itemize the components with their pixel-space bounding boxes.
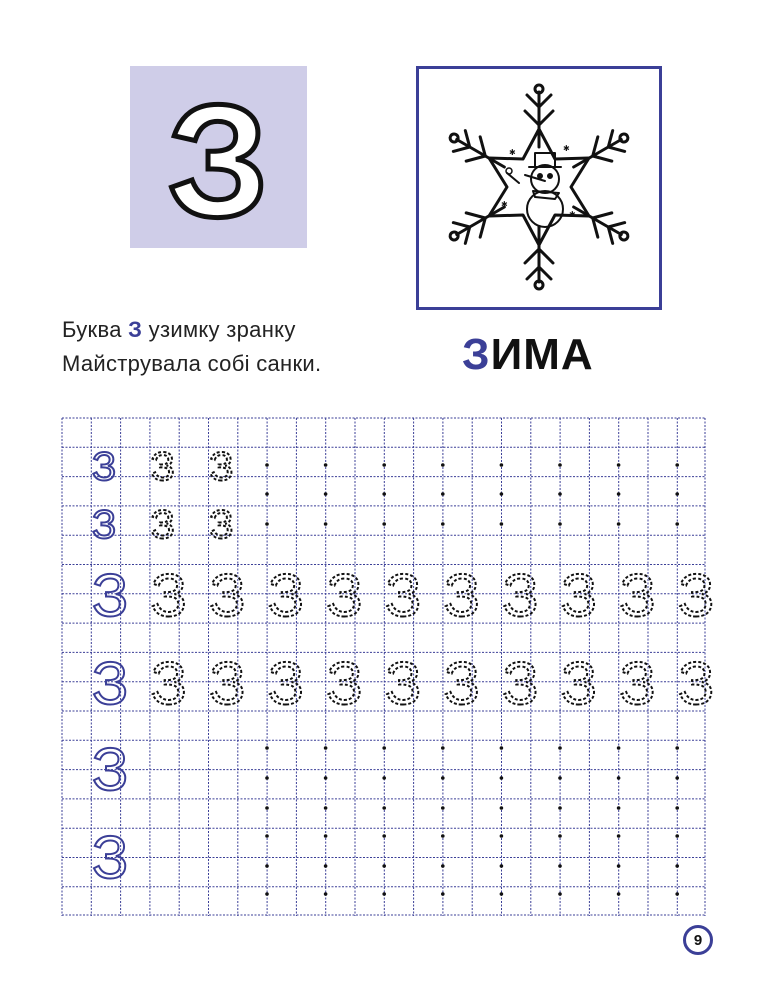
guide-dot <box>500 892 504 896</box>
guide-dot <box>675 522 679 526</box>
guide-dot <box>382 746 386 750</box>
guide-dot <box>675 746 679 750</box>
guide-dot <box>617 892 621 896</box>
guide-dot <box>382 463 386 467</box>
guide-dot <box>500 806 504 810</box>
guide-dot <box>324 864 328 868</box>
guide-dot <box>324 463 328 467</box>
practice-letter: З <box>619 650 656 717</box>
word-first-letter: З <box>462 330 491 379</box>
practice-letter: З <box>267 650 305 717</box>
guide-dot <box>324 492 328 496</box>
guide-dot <box>675 892 679 896</box>
guide-dot <box>382 522 386 526</box>
guide-dot <box>382 864 386 868</box>
guide-dot <box>382 776 386 780</box>
practice-letter: З <box>560 562 598 629</box>
guide-dot <box>324 806 328 810</box>
practice-letter: З <box>443 650 480 717</box>
guide-dot <box>382 806 386 810</box>
snowflake-snowman-picture <box>419 69 659 307</box>
guide-dot <box>675 463 679 467</box>
guide-dot <box>265 864 269 868</box>
guide-dot <box>441 746 445 750</box>
guide-dot <box>265 834 269 838</box>
practice-letter: З <box>502 650 539 717</box>
guide-dot <box>324 522 328 526</box>
practice-letter: З <box>443 562 480 629</box>
guide-dot <box>617 463 621 467</box>
guide-dot <box>558 522 562 526</box>
practice-letter: З <box>92 824 129 891</box>
guide-dot <box>500 834 504 838</box>
guide-dot <box>324 746 328 750</box>
practice-letter: З <box>150 650 187 717</box>
guide-dot <box>382 492 386 496</box>
word-rest: ИМА <box>490 330 594 379</box>
guide-dot <box>500 864 504 868</box>
guide-dot <box>265 806 269 810</box>
guide-dot <box>558 492 562 496</box>
word-title <box>462 330 594 380</box>
guide-dot <box>675 776 679 780</box>
practice-letter: З <box>326 650 363 717</box>
guide-dot <box>382 892 386 896</box>
guide-dot <box>265 746 269 750</box>
guide-dot <box>617 522 621 526</box>
guide-dot <box>675 834 679 838</box>
guide-dot <box>441 776 445 780</box>
guide-dot <box>441 806 445 810</box>
practice-letter: З <box>560 650 598 717</box>
guide-dot <box>441 522 445 526</box>
guide-dot <box>265 463 269 467</box>
guide-dot <box>675 864 679 868</box>
guide-dot <box>558 864 562 868</box>
guide-dot <box>324 776 328 780</box>
guide-dot <box>324 834 328 838</box>
guide-dot <box>265 492 269 496</box>
poem-text <box>62 313 321 381</box>
svg-text:✱: ✱ <box>569 210 576 219</box>
guide-dot <box>558 463 562 467</box>
practice-letter: З <box>92 736 129 803</box>
practice-letter: З <box>209 650 246 717</box>
practice-letter: З <box>92 650 129 717</box>
practice-letter: З <box>267 562 305 629</box>
picture-frame <box>416 66 662 310</box>
practice-letter: З <box>678 650 715 717</box>
guide-dot <box>558 834 562 838</box>
practice-letter: З <box>92 562 129 629</box>
page-number: 9 <box>683 925 713 955</box>
guide-dot <box>441 834 445 838</box>
guide-dot <box>441 864 445 868</box>
poem-highlight-letter: З <box>128 317 143 342</box>
guide-dot <box>558 892 562 896</box>
guide-dot <box>617 864 621 868</box>
practice-letter: З <box>385 562 422 629</box>
guide-dot <box>617 776 621 780</box>
big-letter-ze <box>130 66 307 248</box>
guide-dot <box>500 522 504 526</box>
poem-line-2: Майструвала собі санки. <box>62 351 322 376</box>
guide-dot <box>675 492 679 496</box>
guide-dot <box>265 776 269 780</box>
svg-text:✱: ✱ <box>563 144 570 153</box>
guide-dot <box>500 463 504 467</box>
guide-dot <box>500 776 504 780</box>
svg-text:✱: ✱ <box>509 148 516 157</box>
guide-dot <box>617 492 621 496</box>
guide-dot <box>558 746 562 750</box>
writing-practice-grid <box>62 418 715 916</box>
practice-letter: З <box>150 503 175 547</box>
guide-dot <box>558 806 562 810</box>
guide-dot <box>500 492 504 496</box>
practice-letter: З <box>385 650 422 717</box>
poem-line-1: Буква З узимку зранку <box>62 317 296 342</box>
guide-dot <box>617 806 621 810</box>
guide-dot <box>382 834 386 838</box>
practice-letter: З <box>678 562 715 629</box>
practice-letter: З <box>502 562 539 629</box>
guide-dot <box>617 746 621 750</box>
practice-letter: З <box>92 503 117 547</box>
guide-dot <box>265 522 269 526</box>
guide-dot <box>441 492 445 496</box>
letter-card <box>130 66 307 248</box>
guide-dot <box>558 776 562 780</box>
guide-dot <box>675 806 679 810</box>
guide-dot <box>500 746 504 750</box>
practice-letter: З <box>209 445 234 489</box>
big-letter-glyph: З <box>167 71 269 250</box>
practice-letter: З <box>150 562 187 629</box>
guide-dot <box>324 892 328 896</box>
guide-dot <box>441 463 445 467</box>
guide-dot <box>617 834 621 838</box>
practice-letter: З <box>209 562 246 629</box>
practice-letter: З <box>92 445 117 489</box>
guide-dot <box>265 892 269 896</box>
practice-letter: З <box>209 503 234 547</box>
practice-letter: З <box>619 562 656 629</box>
practice-letter: З <box>150 445 175 489</box>
svg-text:✱: ✱ <box>501 200 508 209</box>
guide-dot <box>441 892 445 896</box>
practice-letter: З <box>326 562 363 629</box>
